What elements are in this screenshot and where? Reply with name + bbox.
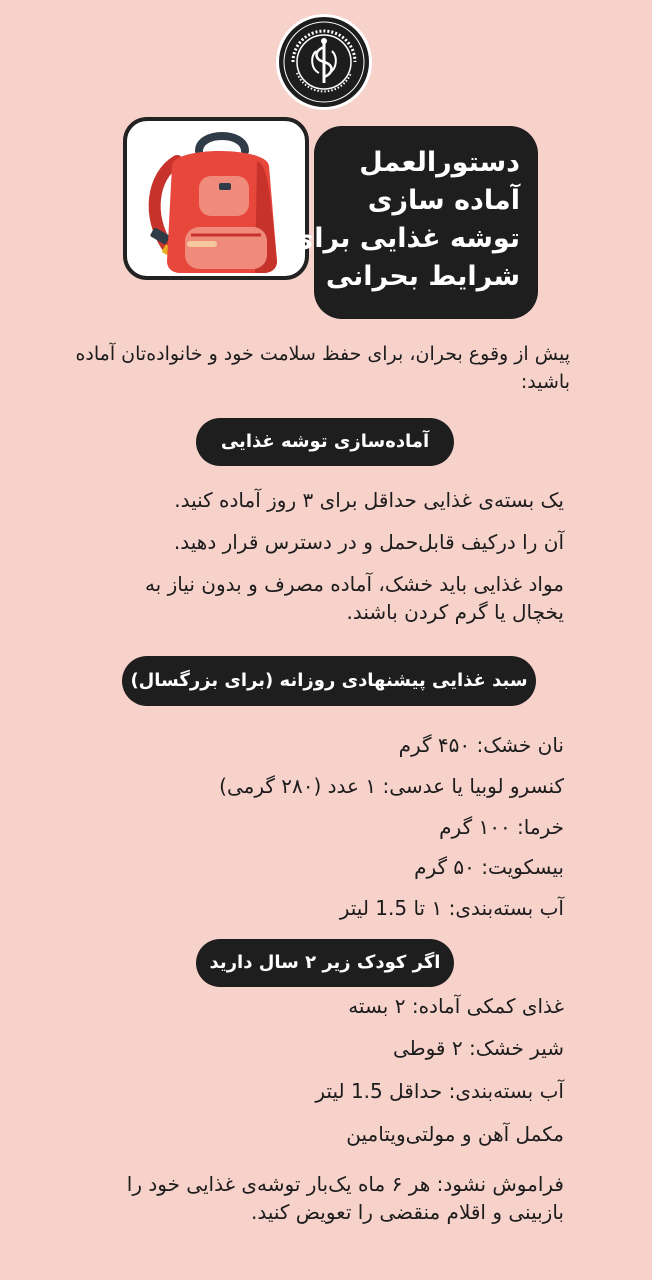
- title-box: [289, 126, 538, 319]
- title-line-2: آماده سازی: [367, 185, 520, 216]
- list-item: خرما: ۱۰۰ گرم: [439, 815, 564, 839]
- list-item: مکمل آهن و مولتی‌ویتامین: [346, 1122, 564, 1146]
- title-line-4: شرایط بحرانی: [325, 261, 520, 292]
- title-line-1: دستورالعمل: [359, 147, 520, 178]
- list-item: غذای کمکی آماده: ۲ بسته: [348, 994, 564, 1018]
- list-item: نان خشک: ۴۵۰ گرم: [398, 733, 564, 757]
- list-item: آن را درکیف قابل‌حمل و در دسترس قرار دهید.: [173, 530, 564, 554]
- list-item: شیر خشک: ۲ قوطی: [393, 1036, 564, 1060]
- section-heading-child: اگر کودک زیر ۲ سال دارید: [196, 939, 454, 987]
- backpack-icon: [127, 121, 305, 276]
- university-logo: [276, 14, 372, 110]
- footer-reminder: فراموش نشود: هر ۶ ماه یک‌بار توشه‌ی غذایی خود را بازبینی و اقلام منقضی را تعویض کنید.: [126, 1172, 564, 1224]
- list-item: کنسرو لوبیا یا عدسی: ۱ عدد (۲۸۰ گرمی): [219, 774, 564, 798]
- intro-text: پیش از وقوع بحران، برای حفظ سلامت خود و خانواده‌تان آماده باشید:: [75, 343, 570, 393]
- list-item: آب بسته‌بندی: ۱ تا 1.5 لیتر: [339, 896, 564, 920]
- backpack-card: [123, 117, 309, 280]
- list-item: مواد غذایی باید خشک، آماده مصرف و بدون نیاز به یخچال یا گرم کردن باشند.: [144, 572, 564, 624]
- title-line-3: توشه غذایی برای: [289, 223, 520, 254]
- section-heading-prep: آماده‌سازی توشه غذایی: [196, 418, 454, 466]
- seal-icon: [279, 17, 369, 107]
- list-item: یک بسته‌ی غذایی حداقل برای ۳ روز آماده کنید.: [174, 488, 564, 512]
- section-heading-adult-basket: سبد غذایی پیشنهادی روزانه (برای بزرگسال): [122, 656, 536, 706]
- list-item: بیسکویت: ۵۰ گرم: [414, 855, 564, 879]
- list-item: آب بسته‌بندی: حداقل 1.5 لیتر: [315, 1079, 564, 1103]
